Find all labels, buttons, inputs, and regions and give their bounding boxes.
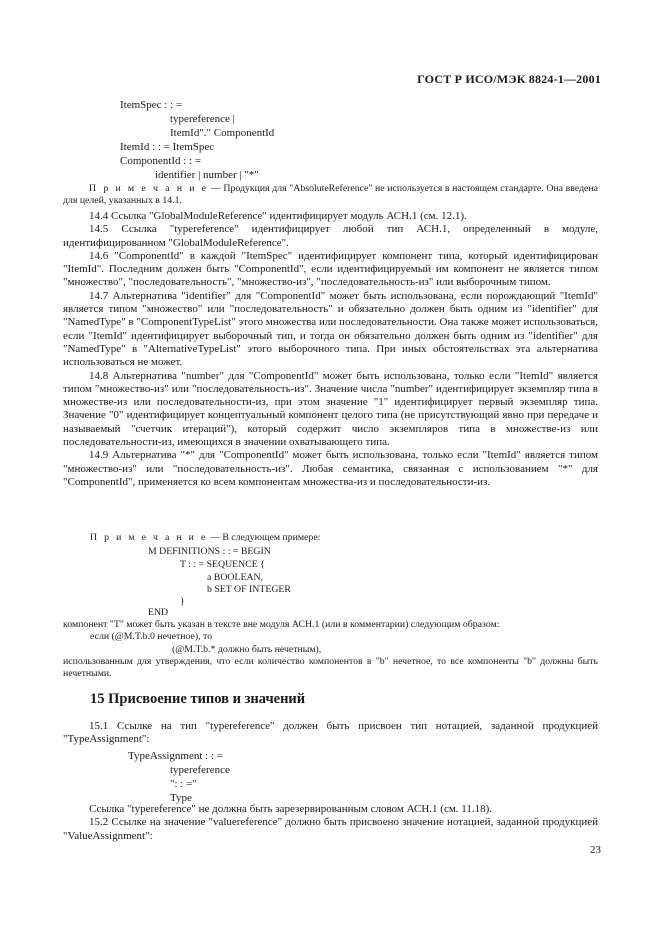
syntax-line: Type bbox=[170, 792, 192, 804]
code-line: } bbox=[180, 596, 185, 607]
syntax-line: ItemId"." ComponentId bbox=[170, 127, 275, 139]
paragraph-14-7: 14.7 Альтернатива "identifier" для "ComponentId" может быть использована, если порождающий "ItemId" является типом "множество" или "последовательность" и обязательно должен быть одним из "identifier" для "NamedType" в "ComponentTypeList" этого множества или последовательности. Она также может использоваться, если "ItemId" идентифицирует выборочный тип, и тогда он обязательно должен быть одним из "identifier" для "NamedType" в "AlternativeTypeList" этого выборочного типа. При иных обстоятельствах эта альтернатива использоваться не может. bbox=[63, 289, 598, 369]
syntax-line: TypeAssignment : : = bbox=[128, 750, 223, 762]
note-text: — Продукция для "AbsoluteReference" не используется в настоящем стандарте. Она введена для целей, указанных в 14.1. bbox=[63, 183, 598, 206]
note-paragraph bbox=[90, 532, 320, 544]
section-15-text bbox=[63, 720, 598, 747]
body-text bbox=[63, 183, 598, 489]
syntax-line: ": : =" bbox=[170, 778, 197, 790]
note-text-block bbox=[63, 656, 598, 680]
code-line: b SET OF INTEGER bbox=[207, 584, 291, 595]
document-header: ГОСТ Р ИСО/МЭК 8824-1—2001 bbox=[417, 72, 601, 86]
paragraph-14-8: 14.8 Альтернатива "number" для "ComponentId" может быть использована, только если "ItemId" является типом "множество-из" или "последовательность-из". Значение числа "number" идентифицирует экземпляр типа в множестве-из или последовательности-из, при этом значение "1" идентифицирует первый экземпляр типа. Значение "0" идентифицирует концептуальный компонент целого типа (не присутствующий явно при передаче и называемый "счетчик итераций"), который содержит число экземпляров типа в множестве-из или последовательности-из, имеющихся в значении охватывающего типа. bbox=[63, 369, 598, 449]
syntax-line: ComponentId : : = bbox=[120, 155, 202, 167]
note-label: П р и м е ч а н и е bbox=[90, 532, 208, 543]
code-line: M DEFINITIONS : : = BEGIN bbox=[148, 546, 271, 557]
note-paragraph bbox=[63, 183, 598, 207]
paragraph-14-6: 14.6 "ComponentId" в каждой "ItemSpec" идентифицирует компонент типа, который идентифицирован "ItemId". Последним должен быть "ComponentId", если идентифицируемый им компонент не является типом "множество", "последовательность", "множество-из", "последовательность-из" или выборочным типом. bbox=[63, 249, 598, 289]
code-line: a BOOLEAN, bbox=[207, 572, 264, 583]
syntax-line: ItemSpec : : = bbox=[120, 99, 183, 111]
code-line: T : : = SEQUENCE { bbox=[180, 559, 265, 570]
page-number: 23 bbox=[590, 844, 601, 856]
paragraph-14-5: 14.5 Ссылка "typereference" идентифицирует любой тип АСН.1, определенный в модуле, идентифицированном "GlobalModuleReference". bbox=[63, 223, 598, 249]
syntax-line: typereference | bbox=[170, 113, 235, 125]
note-text: если (@M.T.b.0 нечетное), то bbox=[90, 631, 213, 642]
paragraph-15-1-cont: Ссылка "typereference" не должна быть зарезервированным словом АСН.1 (см. 11.18). bbox=[89, 803, 493, 815]
paragraph-14-4: 14.4 Ссылка "GlobalModuleReference" идентифицирует модуль АСН.1 (см. 12.1). bbox=[89, 210, 467, 222]
note-text: — В следующем примере: bbox=[207, 532, 321, 543]
syntax-line: ItemId : : = ItemSpec bbox=[120, 141, 215, 153]
syntax-line: typereference bbox=[170, 764, 230, 776]
note-label: П р и м е ч а н и е bbox=[89, 183, 209, 194]
paragraph-14-9: 14.9 Альтернатива "*" для "ComponentId" может быть использована, только если "ItemId" является типом "множество-из" или "последовательность-из". Любая семантика, связанная с использованием "*" для "ComponentId", применяется ко всем компонентам множества-из и последовательности-из. bbox=[63, 449, 598, 488]
note-text: (@M.T.b.* должно быть нечетным), bbox=[172, 644, 322, 655]
code-line: END bbox=[148, 607, 169, 618]
section-15-text-2 bbox=[63, 803, 598, 843]
note-text: использованным для утверждения, что если количество компонентов в "b" нечетное, то все компоненты "b" должны быть нечетными. bbox=[63, 656, 598, 679]
paragraph-15-2: 15.2 Ссылке на значение "valuereference" должно быть присвоено значение нотацией, заданной продукцией "ValueAssignment": bbox=[63, 816, 598, 842]
paragraph-15-1: 15.1 Ссылке на тип "typereference" должен быть присвоен тип нотацией, заданной продукцией "TypeAssignment": bbox=[63, 720, 598, 746]
section-title: 15 Присвоение типов и значений bbox=[90, 691, 306, 707]
syntax-line: identifier | number | "*" bbox=[155, 169, 259, 181]
note-text: компонент "T" может быть указан в тексте вне модуля АСН.1 (или в комментарии) следующим образом: bbox=[63, 619, 500, 630]
